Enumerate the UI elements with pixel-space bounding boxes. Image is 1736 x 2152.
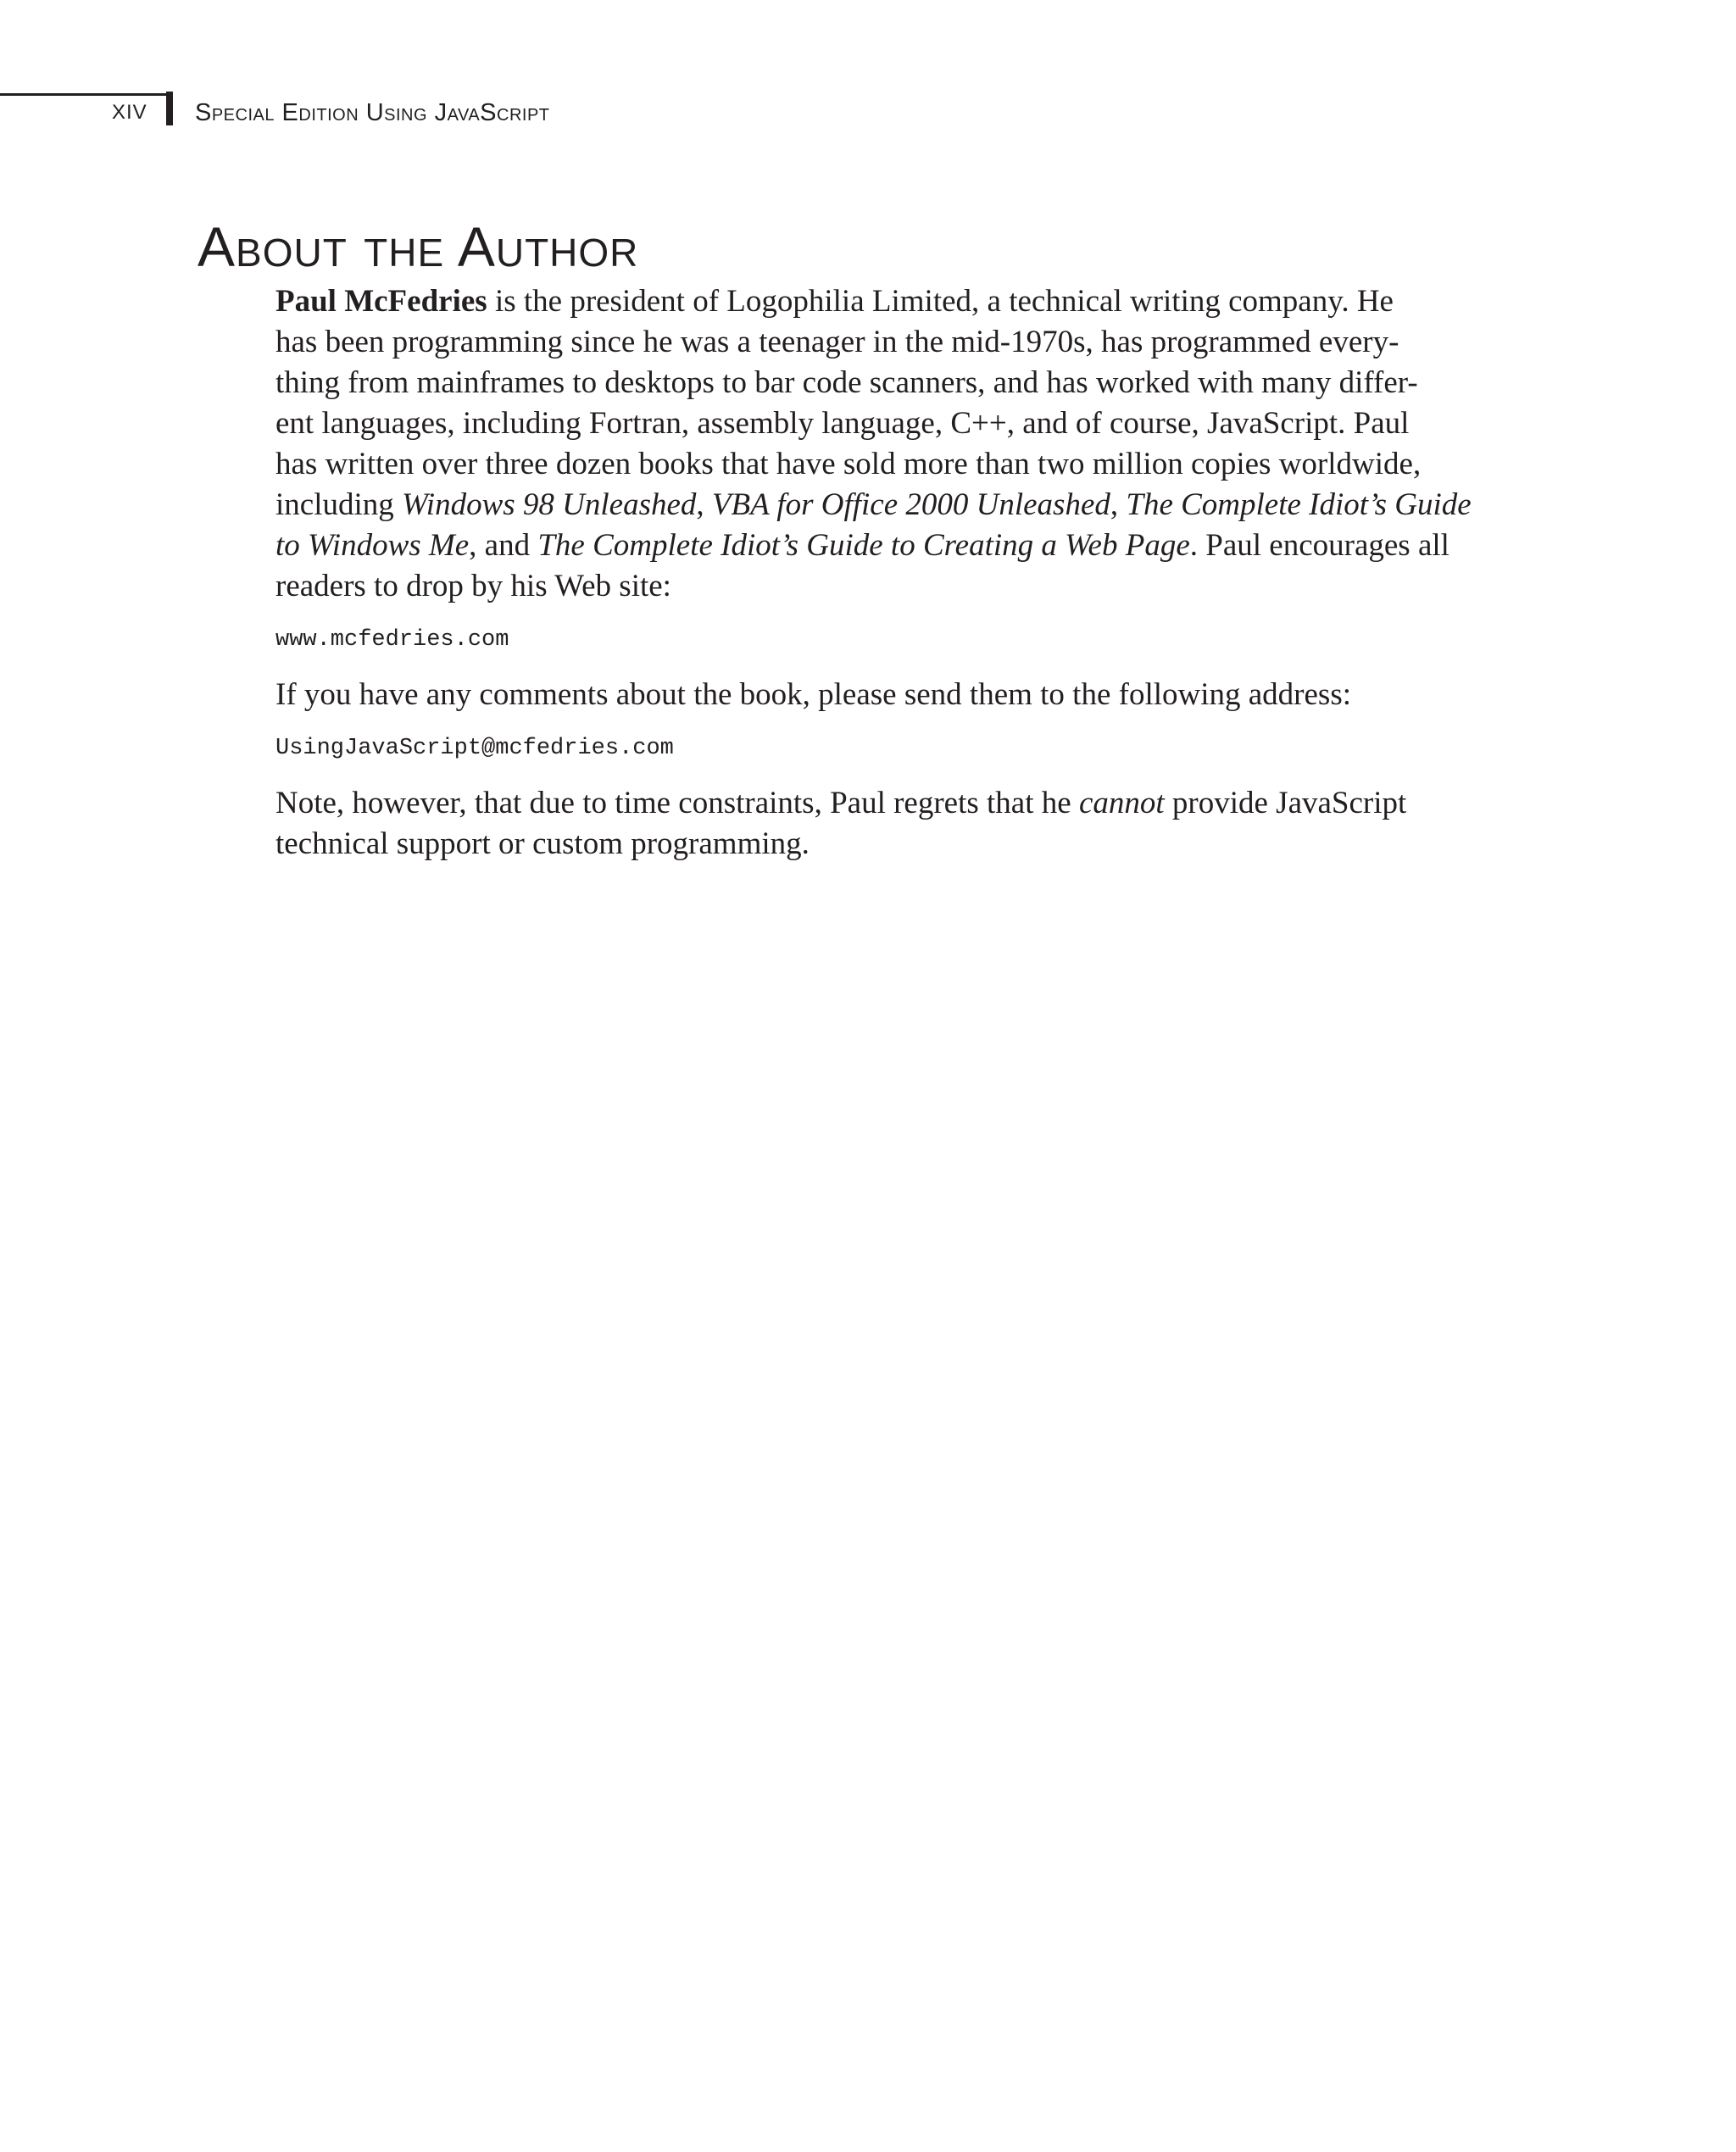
book-title: The Complete Idiot’s Guide xyxy=(1126,487,1472,522)
note-paragraph xyxy=(275,783,1479,865)
book-title: to Windows Me xyxy=(275,528,470,563)
author-bio-paragraph xyxy=(275,281,1479,607)
bio-line: has been programming since he was a teenager in the mid-1970s, has programmed every- xyxy=(275,325,1399,359)
website-url: www.mcfedries.com xyxy=(275,627,509,653)
email-address: UsingJavaScript@mcfedries.com xyxy=(275,736,674,761)
bio-line: including Windows 98 Unleashed, VBA for Office 2000 Unleashed, The Complete Idiot’s Guide xyxy=(275,487,1472,522)
comments-paragraph xyxy=(275,675,1479,715)
bio-line: has written over three dozen books that have sold more than two million copies worldwide, xyxy=(275,447,1422,481)
book-title: Windows 98 Unleashed xyxy=(402,487,697,522)
book-title: The Complete Idiot’s Guide to Creating a Web Page xyxy=(537,528,1190,563)
note-line: technical support or custom programming. xyxy=(275,826,810,861)
comments-line: If you have any comments about the book, please send them to the following address: xyxy=(275,677,1352,712)
header-bar xyxy=(166,92,173,125)
emphasis-cannot: cannot xyxy=(1078,786,1165,820)
page-number: XIV xyxy=(112,101,147,124)
header-rule xyxy=(0,93,170,96)
note-line: Note, however, that due to time constraints, Paul regrets that he cannot provide JavaScript xyxy=(275,786,1407,820)
book-title: VBA for Office 2000 Unleashed xyxy=(711,487,1110,522)
bio-line: to Windows Me, and The Complete Idiot’s Guide to Creating a Web Page. Paul encourages all xyxy=(275,528,1449,563)
body-text xyxy=(275,281,1479,865)
bio-line: Paul McFedries is the president of Logophilia Limited, a technical writing company. He xyxy=(275,284,1394,319)
section-heading: About the Author xyxy=(198,215,639,278)
bio-line: thing from mainframes to desktops to bar code scanners, and has worked with many differ- xyxy=(275,365,1418,400)
author-name: Paul McFedries xyxy=(275,284,487,319)
running-title: Special Edition Using JavaScript xyxy=(195,99,550,126)
bio-line: readers to drop by his Web site: xyxy=(275,569,671,603)
bio-line: ent languages, including Fortran, assembly language, C++, and of course, JavaScript. Paul xyxy=(275,406,1410,441)
